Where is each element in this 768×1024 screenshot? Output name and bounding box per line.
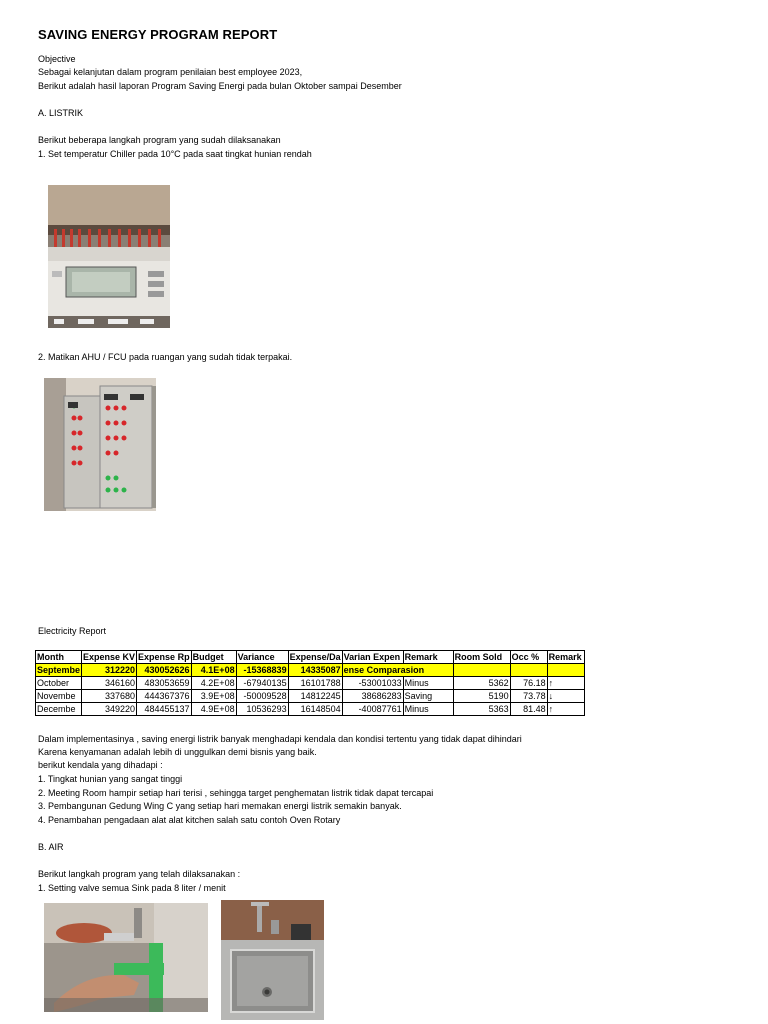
table-cell: Minus xyxy=(403,703,453,716)
section-b-heading: B. AIR xyxy=(38,842,64,852)
table-cell: Novembe xyxy=(36,690,82,703)
table-cell: 444367376 xyxy=(137,690,192,703)
table-cell: -53001033 xyxy=(342,677,403,690)
ahu-panel-photo xyxy=(44,378,156,511)
table-cell: Decembe xyxy=(36,703,82,716)
header-cell: Room Sold xyxy=(453,651,510,664)
constraints-line-3: berikut kendala yang dihadapi : xyxy=(38,760,163,770)
table-cell: 4.9E+08 xyxy=(191,703,236,716)
objective-label: Objective xyxy=(38,54,76,64)
section-b-steps-intro: Berikut langkah program yang telah dilaksanakan : xyxy=(38,869,241,879)
section-a-step-2: 2. Matikan AHU / FCU pada ruangan yang sudah tidak terpakai. xyxy=(38,352,293,362)
table-cell: 430052626 xyxy=(137,664,192,677)
table-cell: 5190 xyxy=(453,690,510,703)
table-cell: 484455137 xyxy=(137,703,192,716)
table-cell: Septembe xyxy=(37,665,81,675)
table-cell: -15368839 xyxy=(236,664,288,677)
header-cell: Varian Expen xyxy=(342,651,403,664)
header-cell: Remark xyxy=(403,651,453,664)
header-cell: Expense/Da xyxy=(289,652,341,662)
constraints-line-6: 3. Pembangunan Gedung Wing C yang setiap hari memakan energi listrik semakin banyak. xyxy=(38,801,402,811)
intro-line-2: Berikut adalah hasil laporan Program Saving Energi pada bulan Oktober sampai Desember xyxy=(38,81,402,91)
table-row-september xyxy=(36,664,585,677)
table-cell: -50009528 xyxy=(236,690,288,703)
electricity-report-table xyxy=(35,650,585,716)
section-b-step-1: 1. Setting valve semua Sink pada 8 liter / menit xyxy=(38,883,226,893)
table-cell: 5362 xyxy=(453,677,510,690)
arrow-up-icon: ↑ xyxy=(547,703,584,716)
table-cell: 4.2E+08 xyxy=(191,677,236,690)
header-cell: Budget xyxy=(191,651,236,664)
table-cell: 16101788 xyxy=(288,677,342,690)
table-cell: 38686283 xyxy=(342,690,403,703)
table-cell: 346160 xyxy=(82,677,137,690)
chiller-controller-photo xyxy=(48,185,170,328)
section-a-steps-intro: Berikut beberapa langkah program yang sudah dilaksanakan xyxy=(38,135,281,145)
stainless-sink-photo xyxy=(221,900,324,1020)
arrow-up-icon: ↑ xyxy=(547,677,584,690)
table-cell: 4.1E+08 xyxy=(191,664,236,677)
constraints-line-7: 4. Penambahan pengadaan alat alat kitchen salah satu contoh Oven Rotary xyxy=(38,815,341,825)
table-cell: ense Comparasion xyxy=(342,664,453,677)
intro-line-1: Sebagai kelanjutan dalam program penilaian best employee 2023, xyxy=(38,67,303,77)
header-cell: Month xyxy=(36,651,82,664)
header-cell: Expense KV xyxy=(83,652,136,662)
table-cell: 14335087 xyxy=(288,664,342,677)
table-cell: -67940135 xyxy=(236,677,288,690)
table-cell: 337680 xyxy=(82,690,137,703)
table-cell: Saving xyxy=(403,690,453,703)
section-a-step-1: 1. Set temperatur Chiller pada 10°C pada saat tingkat hunian rendah xyxy=(38,149,312,159)
table-row xyxy=(36,677,585,690)
table-cell xyxy=(547,664,584,677)
table-cell: 349220 xyxy=(82,703,137,716)
table-header-row xyxy=(36,651,585,664)
table-row xyxy=(36,690,585,703)
table-cell: 5363 xyxy=(453,703,510,716)
arrow-down-icon: ↓ xyxy=(547,690,584,703)
table-cell: 16148504 xyxy=(288,703,342,716)
header-cell: Remark xyxy=(547,651,584,664)
table-cell xyxy=(510,664,547,677)
constraints-line-4: 1. Tingkat hunian yang sangat tinggi xyxy=(38,774,183,784)
table-cell: 81.48 xyxy=(510,703,547,716)
sink-valve-photo xyxy=(44,903,208,1012)
table-cell: 73.78 xyxy=(510,690,547,703)
constraints-line-2: Karena kenyamanan adalah lebih di unggulkan demi bisnis yang baik. xyxy=(38,747,317,757)
table-cell: 312220 xyxy=(82,664,137,677)
table-cell xyxy=(453,664,510,677)
table-cell: 14812245 xyxy=(288,690,342,703)
header-cell: Variance xyxy=(236,651,288,664)
table-cell: October xyxy=(36,677,82,690)
header-cell: Expense Rp xyxy=(138,652,190,662)
section-a-heading: A. LISTRIK xyxy=(38,108,84,118)
table-cell: 76.18 xyxy=(510,677,547,690)
constraints-line-1: Dalam implementasinya , saving energi listrik banyak menghadapi kendala dan kondisi tertentu yang tidak dapat dihindari xyxy=(38,734,522,744)
constraints-line-5: 2. Meeting Room hampir setiap hari terisi , sehingga target penghematan listrik tidak dapat tercapai xyxy=(38,788,434,798)
table-cell: 483053659 xyxy=(137,677,192,690)
table-row xyxy=(36,703,585,716)
table-cell: 3.9E+08 xyxy=(191,690,236,703)
table-cell: 10536293 xyxy=(236,703,288,716)
table-cell: Minus xyxy=(403,677,453,690)
table-cell: -40087761 xyxy=(342,703,403,716)
page-title: SAVING ENERGY PROGRAM REPORT xyxy=(38,27,278,42)
electricity-report-caption: Electricity Report xyxy=(38,626,107,636)
header-cell: Occ % xyxy=(510,651,547,664)
